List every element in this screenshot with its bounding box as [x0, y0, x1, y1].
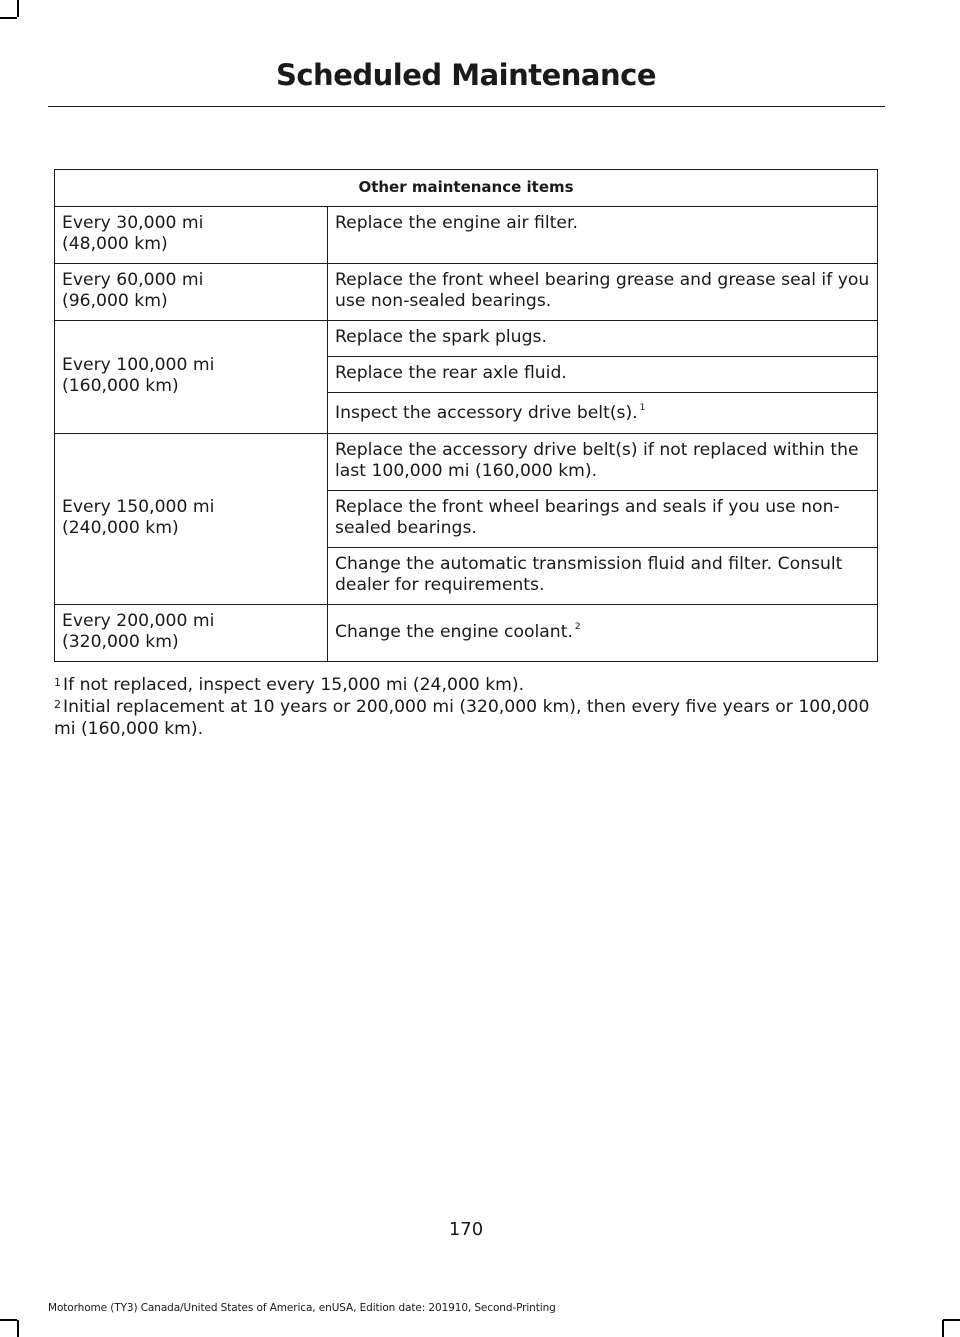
table-row: [55, 605, 878, 662]
edition-info: Motorhome (TY3) Canada/United States of America, enUSA, Edition date: 201910, Second-Printing: [48, 1302, 556, 1314]
footnote-mark: 1: [54, 676, 61, 689]
interval-cell: [55, 434, 328, 605]
footnote: [54, 674, 878, 696]
table-row: [55, 264, 878, 321]
interval-miles: Every 100,000 mi: [62, 355, 215, 375]
interval-miles: Every 200,000 mi: [62, 611, 215, 631]
task-text: Replace the accessory drive belt(s) if not replaced within the last 100,000 mi (160,000 km).: [335, 440, 859, 481]
interval-kilometers: (160,000 km): [62, 376, 179, 396]
footnote-text: Initial replacement at 10 years or 200,000 mi (320,000 km), then every five years or 100,000 mi (160,000 km).: [54, 697, 870, 739]
interval-cell: [55, 605, 328, 662]
task-cell: [328, 434, 878, 491]
page-number: 170: [448, 1219, 484, 1240]
table-heading: Other maintenance items: [55, 170, 878, 207]
table-row: [55, 207, 878, 264]
interval-cell: [55, 207, 328, 264]
maintenance-table: [54, 169, 878, 662]
task-text: Change the automatic transmission fluid and filter. Consult dealer for requirements.: [335, 554, 843, 595]
task-cell: [328, 491, 878, 548]
table-header-row: [55, 170, 878, 207]
task-cell: [328, 393, 878, 434]
task-text: Replace the front wheel bearings and seals if you use non-sealed bearings.: [335, 497, 840, 538]
task-cell: [328, 207, 878, 264]
footnote-text: If not replaced, inspect every 15,000 mi (24,000 km).: [63, 675, 525, 695]
interval-kilometers: (48,000 km): [62, 234, 168, 254]
crop-mark: [942, 1320, 944, 1337]
task-text: Replace the engine air filter.: [335, 213, 578, 233]
task-cell: [328, 321, 878, 357]
interval-miles: Every 150,000 mi: [62, 497, 215, 517]
interval-miles: Every 30,000 mi: [62, 213, 204, 233]
interval-cell: [55, 264, 328, 321]
task-text: Replace the rear axle fluid.: [335, 363, 567, 383]
task-cell: [328, 357, 878, 393]
footnote-reference: 2: [574, 621, 581, 632]
task-text: Inspect the accessory drive belt(s).: [335, 403, 638, 423]
table-row: [55, 434, 878, 491]
title-divider: [48, 106, 885, 107]
table-row: [55, 321, 878, 357]
task-cell: [328, 605, 878, 662]
crop-mark: [943, 1319, 960, 1321]
interval-kilometers: (240,000 km): [62, 518, 179, 538]
task-text: Change the engine coolant.: [335, 621, 573, 642]
interval-kilometers: (96,000 km): [62, 291, 168, 311]
footnotes: [54, 674, 878, 740]
interval-miles: Every 60,000 mi: [62, 270, 204, 290]
crop-mark: [0, 17, 17, 19]
page-title: Scheduled Maintenance: [275, 58, 657, 92]
footnote-mark: 2: [54, 698, 61, 711]
crop-mark: [17, 1320, 19, 1337]
crop-mark: [0, 1319, 17, 1321]
footnote: [54, 696, 878, 740]
task-text: Replace the front wheel bearing grease and grease seal if you use non-sealed bearings.: [335, 270, 870, 311]
interval-kilometers: (320,000 km): [62, 632, 179, 652]
footnote-reference: 1: [639, 403, 646, 413]
interval-cell: [55, 321, 328, 434]
task-cell: [328, 264, 878, 321]
task-cell: [328, 548, 878, 605]
crop-mark: [17, 0, 19, 17]
task-text: Replace the spark plugs.: [335, 327, 547, 347]
